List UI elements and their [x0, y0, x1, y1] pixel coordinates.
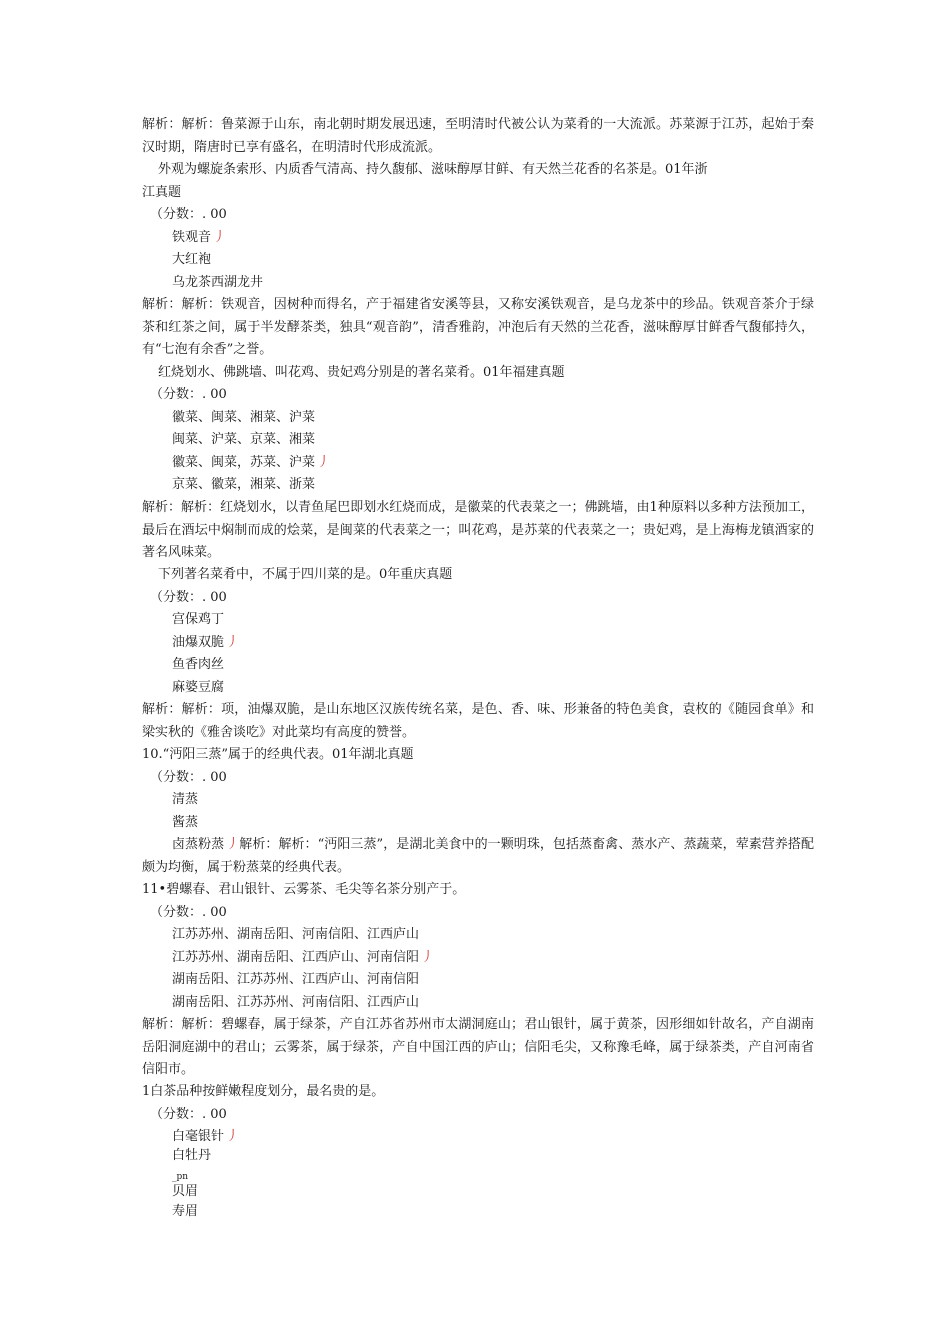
question-text: 下列著名菜肴中，不属于四川菜的是。0年重庆真题 — [158, 567, 453, 582]
option-text: 油爆双脆 — [172, 635, 225, 650]
option-text: 鱼香肉丝 — [172, 657, 225, 672]
score-label: （分数：. 00 — [150, 207, 227, 222]
score-label: （分数：. 00 — [150, 770, 227, 785]
option-text: 闽菜、沪菜、京菜、湘菜 — [172, 432, 316, 447]
option-item[interactable] — [172, 789, 852, 811]
option-text: 清蒸 — [172, 792, 199, 807]
question-text: 11•碧螺春、君山银针、云雾茶、毛尖等名茶分别产于。 — [142, 882, 466, 897]
option-item[interactable] — [172, 654, 852, 676]
correct-mark: 丿 — [226, 635, 240, 650]
option-text: 徽菜、闽菜、湘菜、沪菜 — [172, 410, 316, 425]
question-text: 1白茶品种按鲜嫩程度划分，最名贵的是。 — [142, 1084, 385, 1099]
option-text: 湖南岳阳、江苏苏州、江西庐山、河南信阳 — [172, 972, 420, 987]
option-item[interactable] — [172, 227, 852, 249]
option-item[interactable] — [172, 947, 852, 969]
explanation-text: 解析：解析：红烧划水，以青鱼尾巴即划水红烧而成，是徽菜的代表菜之一；佛跳墙，由1种原料以多种方法预加工，最后在酒坛中焖制而成的烩菜，是闽菜的代表菜之一；叫花鸡，是苏菜的代表菜之一；贵妃鸡，是上海梅龙镇酒家的著名风味菜。 — [142, 500, 814, 560]
option-text: 贝眉 — [172, 1184, 199, 1199]
option-item[interactable] — [172, 452, 852, 474]
option-item[interactable] — [172, 429, 852, 451]
option-text: 铁观音 — [172, 230, 212, 245]
option-text: 大红袍 — [172, 252, 212, 267]
option-item[interactable] — [172, 1201, 852, 1223]
correct-mark: 丿 — [213, 230, 227, 245]
option-item[interactable] — [172, 249, 852, 271]
option-text: 酱蒸 — [172, 815, 199, 830]
correct-mark: 丿 — [421, 950, 435, 965]
option-text: 京菜、徽菜，湘菜、浙菜 — [172, 477, 316, 492]
correct-mark: 丿 — [317, 455, 331, 470]
explanation-text: 解析：解析：铁观音，因树种而得名，产于福建省安溪等县，又称安溪铁观音，是乌龙茶中的珍品。铁观音茶介于绿茶和红茶之间，属于半发酵茶类，独具“观音韵”，清香雅韵，冲泡后有天然的兰花香，滋味醇厚甘鲜香气馥郁持久，有“七泡有余香”之誉。 — [142, 297, 814, 357]
score-label: （分数：. 00 — [150, 387, 227, 402]
option-item[interactable] — [172, 474, 852, 496]
option-text: 麻婆豆腐 — [172, 680, 225, 695]
question-text: 10.“沔阳三蒸”属于的经典代表。01年湖北真题 — [142, 747, 414, 762]
correct-mark: 丿 — [226, 837, 240, 852]
option-text: 乌龙茶西湖龙井 — [172, 275, 264, 290]
option-text: 徽菜、闽菜，苏菜、沪菜 — [172, 455, 316, 470]
option-text: 江苏苏州、湖南岳阳、河南信阳、江西庐山 — [172, 927, 420, 942]
question-text-continued: 江真题 — [142, 185, 182, 200]
option-item[interactable] — [172, 407, 852, 429]
correct-mark: 丿 — [226, 1129, 240, 1144]
option-item[interactable] — [172, 677, 852, 699]
question-text: 红烧划水、佛跳墙、叫花鸡、贵妃鸡分别是的著名菜肴。01年福建真题 — [158, 365, 565, 380]
stray-text: _pn — [172, 1172, 189, 1182]
option-text: 宫保鸡丁 — [172, 612, 225, 627]
question-text: 外观为螺旋条索形、内质香气清高、持久馥郁、滋味醇厚甘鲜、有天然兰花香的名茶是。01年浙 — [158, 162, 708, 177]
option-text: 卤蒸粉蒸 — [172, 837, 225, 852]
explanation-text: 解析：解析：项，油爆双脆，是山东地区汉族传统名菜，是色、香、味、形兼备的特色美食，袁枚的《随园食单》和梁实秋的《雅舍谈吃》对此菜均有高度的赞誉。 — [142, 702, 814, 740]
option-text: 湖南岳阳、江苏苏州、河南信阳、江西庐山 — [172, 995, 420, 1010]
option-item[interactable] — [172, 1181, 852, 1203]
option-text: 白毫银针 — [172, 1129, 225, 1144]
option-item[interactable] — [172, 1145, 852, 1167]
explanation-text: 解析：解析：碧螺春，属于绿茶，产自江苏省苏州市太湖洞庭山；君山银针，属于黄茶，因形细如针故名，产自湖南岳阳洞庭湖中的君山；云雾茶，属于绿茶，产自中国江西的庐山；信阳毛尖，又称豫毛峰，属于绿茶类，产自河南省信阳市。 — [142, 1017, 814, 1077]
explanation-text: 解析：解析：鲁菜源于山东，南北朝时期发展迅速，至明清时代被公认为菜肴的一大流派。苏菜源于江苏，起始于秦汉时期，隋唐时已享有盛名，在明清时代形成流派。 — [142, 117, 814, 155]
score-label: （分数：. 00 — [150, 905, 227, 920]
option-item[interactable] — [172, 924, 852, 946]
explanation-text: 解析：解析：“沔阳三蒸”，是湖北美食中的一颗明珠，包括蒸畜禽、蒸水产、蒸蔬菜，荤素营养搭配颇为均衡，属于粉蒸菜的经典代表。 — [142, 837, 814, 875]
option-text: 白牡丹 — [172, 1148, 212, 1163]
option-text: 江苏苏州、湖南岳阳、江西庐山、河南信阳 — [172, 950, 420, 965]
option-item[interactable] — [172, 812, 852, 834]
score-label: （分数：. 00 — [150, 590, 227, 605]
score-label: （分数：. 00 — [150, 1107, 227, 1122]
option-item[interactable] — [172, 609, 852, 631]
option-item[interactable] — [172, 992, 852, 1014]
option-item[interactable] — [172, 272, 852, 294]
option-text: 寿眉 — [172, 1204, 199, 1219]
option-with-explanation[interactable] — [142, 834, 814, 879]
option-item[interactable] — [172, 632, 852, 654]
option-item[interactable] — [172, 969, 852, 991]
